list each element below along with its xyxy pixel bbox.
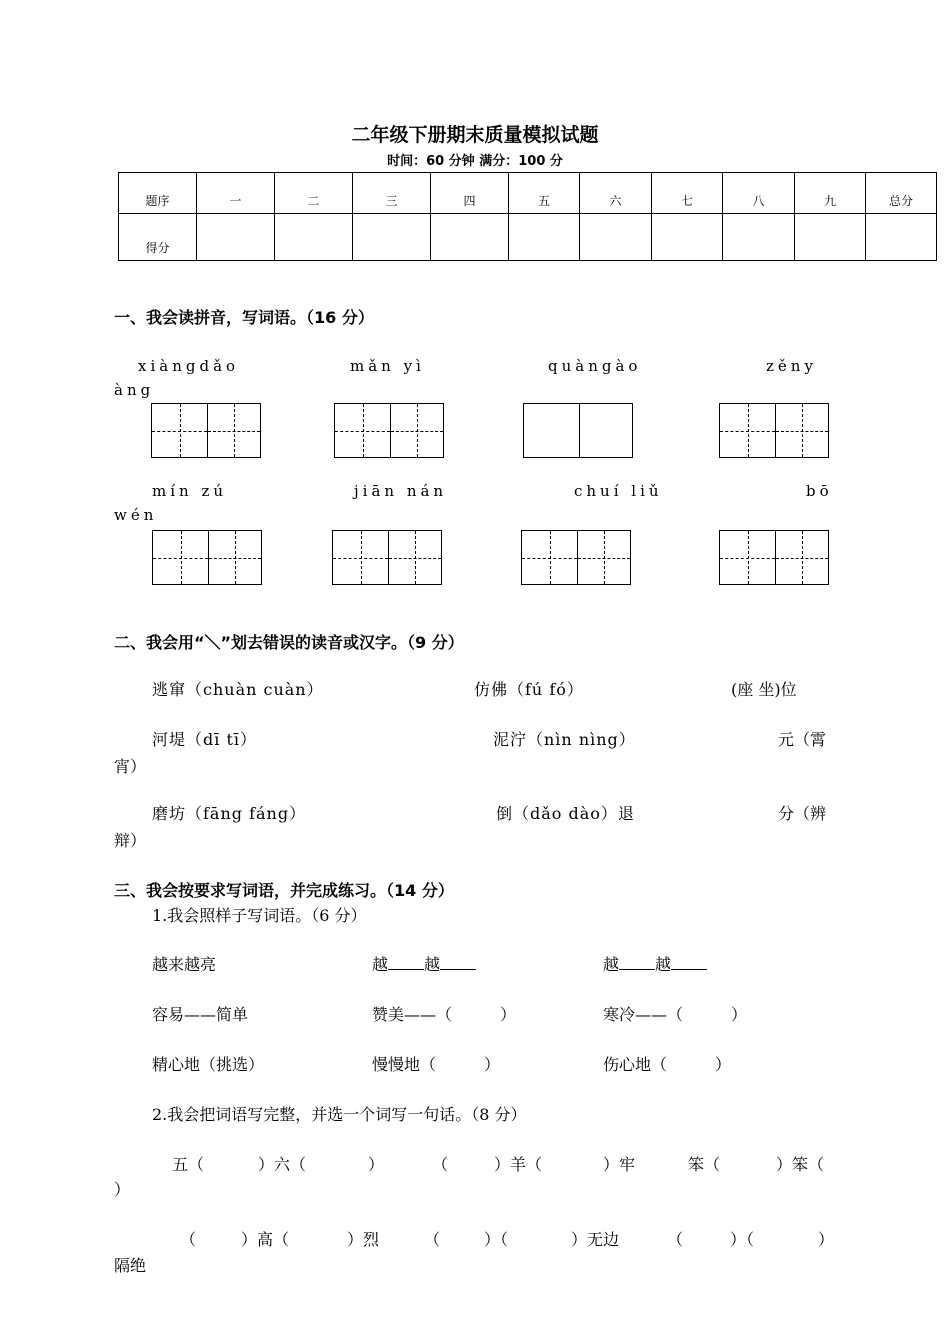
question-item-wrap: 宵） (114, 757, 147, 776)
table-cell: 得分 (119, 214, 197, 261)
writing-grid[interactable] (332, 530, 442, 585)
idiom-fragment[interactable]: ） (818, 1230, 835, 1249)
example-word: 越来越亮 (152, 955, 217, 974)
idiom-fragment[interactable]: ）牢 (603, 1155, 636, 1174)
table-cell: 八 (723, 173, 795, 214)
table-cell: 总分 (866, 173, 937, 214)
section-1-title: 一、我会读拼音，写词语。（16 分） (114, 308, 374, 327)
fill-blank-item[interactable]: 越 越 (603, 952, 707, 975)
fill-blank-item[interactable]: 赞美——（ ） (372, 1005, 517, 1024)
score-input-cell[interactable] (795, 214, 866, 261)
fill-blank-item[interactable]: 慢慢地（ ） (372, 1055, 501, 1074)
question-item[interactable]: 河堤（dī tī） (152, 730, 257, 749)
score-input-cell[interactable] (353, 214, 431, 261)
idiom-fragment[interactable]: ）（ (730, 1230, 755, 1249)
idiom-fragment[interactable]: ）高（ (241, 1230, 290, 1249)
score-input-cell[interactable] (197, 214, 275, 261)
score-row (119, 214, 937, 261)
idiom-fragment[interactable]: ）烈 (347, 1230, 380, 1249)
pinyin-label: xiàngdǎo (138, 357, 240, 375)
pinyin-label: chuí liǔ (574, 482, 663, 500)
page-title: 二年级下册期末质量模拟试题 (351, 124, 599, 146)
score-table (118, 172, 937, 261)
question-2-title: 2.我会把词语写完整，并选一个词写一句话。（8 分） (152, 1105, 527, 1124)
question-item[interactable]: 磨坊（fāng fáng） (152, 804, 307, 823)
idiom-fragment-wrap: 隔绝 (114, 1256, 147, 1275)
idiom-fragment[interactable]: （ (180, 1230, 197, 1249)
example-word: 容易——简单 (152, 1005, 249, 1024)
question-item-wrap: 辩） (114, 831, 147, 850)
table-cell: 七 (652, 173, 723, 214)
table-cell: 一 (197, 173, 275, 214)
writing-grid[interactable] (152, 530, 262, 585)
pinyin-label: mín zú (152, 482, 228, 500)
score-input-cell[interactable] (275, 214, 353, 261)
pinyin-label: quàngào (548, 357, 642, 375)
idiom-fragment-wrap: ） (114, 1180, 131, 1199)
writing-grid[interactable] (523, 403, 633, 458)
question-item[interactable]: 逃窜（chuàn cuàn） (152, 680, 324, 699)
score-input-cell[interactable] (580, 214, 652, 261)
writing-grid[interactable] (719, 530, 829, 585)
pinyin-label: zěny (766, 357, 817, 375)
idiom-fragment[interactable]: （ (667, 1230, 684, 1249)
question-1-title: 1.我会照样子写词语。（6 分） (152, 906, 367, 925)
table-cell: 二 (275, 173, 353, 214)
idiom-fragment[interactable]: （ (432, 1155, 449, 1174)
section-3-title: 三、我会按要求写词语，并完成练习。（14 分） (114, 881, 454, 900)
table-cell: 四 (431, 173, 509, 214)
pinyin-label: wén (114, 506, 158, 524)
pinyin-label: bō (806, 482, 833, 500)
table-cell: 三 (353, 173, 431, 214)
question-item[interactable]: 分（辨 (778, 804, 827, 823)
exam-info: 时间：60 分钟 满分：100 分 (387, 154, 563, 169)
writing-grid[interactable] (151, 403, 261, 458)
table-cell: 题序 (119, 173, 197, 214)
idiom-fragment[interactable]: 五（ (172, 1155, 205, 1174)
question-item[interactable]: 元（霄 (778, 730, 827, 749)
score-header-row (119, 173, 937, 214)
section-2-title: 二、我会用“＼”划去错误的读音或汉字。（9 分） (114, 633, 464, 652)
writing-grid[interactable] (334, 403, 444, 458)
table-cell: 九 (795, 173, 866, 214)
score-input-cell[interactable] (866, 214, 937, 261)
writing-grid[interactable] (719, 403, 829, 458)
idiom-fragment[interactable]: ）无边 (571, 1230, 620, 1249)
question-item[interactable]: 泥泞（nìn nìng） (493, 730, 636, 749)
idiom-fragment[interactable]: ）笨（ (776, 1155, 825, 1174)
score-input-cell[interactable] (509, 214, 580, 261)
score-input-cell[interactable] (431, 214, 509, 261)
idiom-fragment[interactable]: ）（ (484, 1230, 509, 1249)
score-input-cell[interactable] (652, 214, 723, 261)
fill-blank-item[interactable]: 越 越 (372, 952, 476, 975)
pinyin-label: àng (114, 381, 155, 399)
example-word: 精心地（挑选） (152, 1055, 265, 1074)
table-cell: 六 (580, 173, 652, 214)
idiom-fragment[interactable]: ） (368, 1155, 385, 1174)
question-item[interactable]: 仿佛（fú fó） (474, 680, 584, 699)
pinyin-label: jiān nán (354, 482, 448, 500)
idiom-fragment[interactable]: （ (424, 1230, 441, 1249)
idiom-fragment[interactable]: ）六（ (258, 1155, 307, 1174)
idiom-fragment[interactable]: 笨（ (688, 1155, 721, 1174)
fill-blank-item[interactable]: 伤心地（ ） (603, 1055, 732, 1074)
writing-grid[interactable] (521, 530, 631, 585)
table-cell: 五 (509, 173, 580, 214)
question-item[interactable]: 倒（dǎo dào）退 (496, 804, 635, 823)
fill-blank-item[interactable]: 寒冷——（ ） (603, 1005, 748, 1024)
score-input-cell[interactable] (723, 214, 795, 261)
pinyin-label: mǎn yì (350, 357, 425, 375)
question-item[interactable]: (座 坐)位 (731, 680, 797, 699)
idiom-fragment[interactable]: ）羊（ (494, 1155, 543, 1174)
